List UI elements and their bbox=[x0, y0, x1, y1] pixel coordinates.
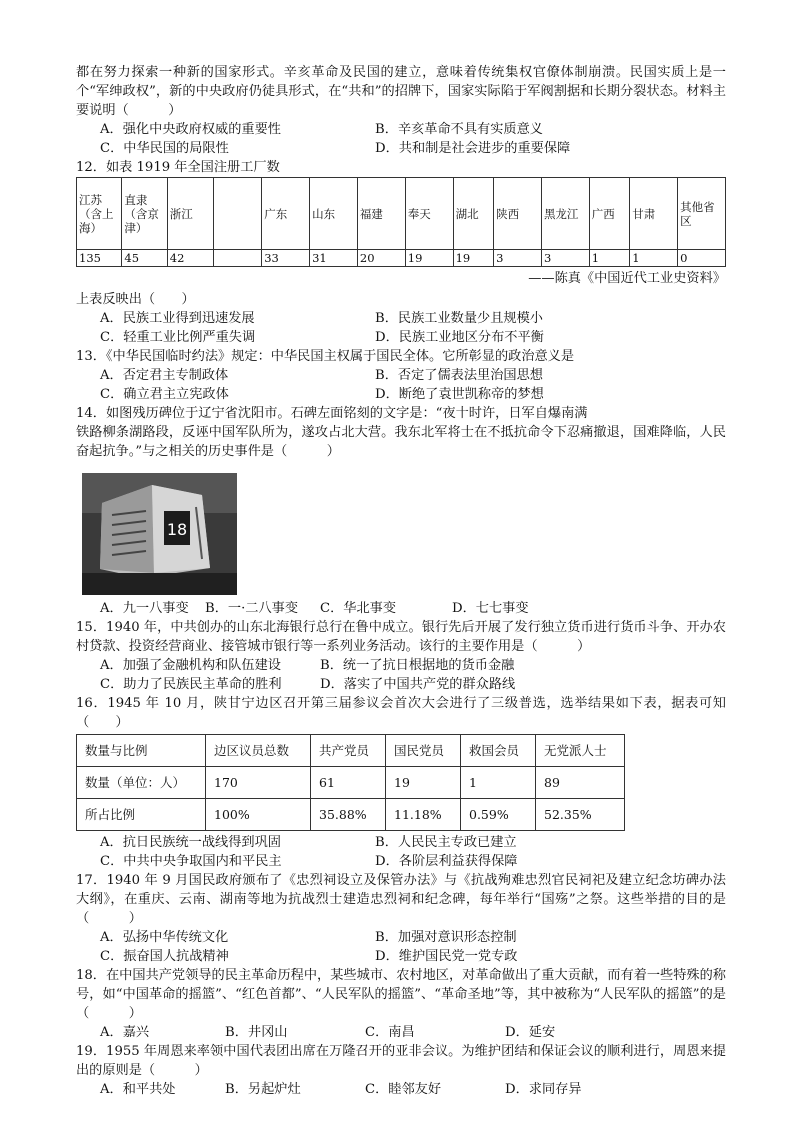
q12-header-cell: 甘肃 bbox=[630, 178, 678, 250]
q15-option-c[interactable]: C．助力了民族民主革命的胜利 bbox=[100, 677, 282, 692]
q19-option-d[interactable]: D．求同存异 bbox=[505, 1082, 582, 1097]
q15-options bbox=[100, 656, 726, 694]
q12-header-cell: 陕西 bbox=[494, 178, 542, 250]
q12-value-cell: 135 bbox=[77, 250, 122, 267]
q12-value-cell: 3 bbox=[494, 250, 542, 267]
q12-value-cell: 42 bbox=[167, 250, 214, 267]
q12-options bbox=[100, 309, 726, 347]
q14-option-b[interactable]: B．一·二八事变 bbox=[205, 601, 299, 616]
q14-stem-line1: 14．如图残历碑位于辽宁省沈阳市。石碑左面铭刻的文字是：“夜十时许，日军自爆南满 bbox=[76, 406, 588, 421]
q12-option-b[interactable]: B．民族工业数量少且规模小 bbox=[375, 311, 543, 326]
q12-value-cell: 3 bbox=[541, 250, 589, 267]
q14-option-d[interactable]: D．七七事变 bbox=[452, 601, 529, 616]
q12-header-cell: 奉天 bbox=[405, 178, 453, 250]
q12-option-c[interactable]: C．轻重工业比例严重失调 bbox=[100, 330, 256, 345]
q16-row-ratio bbox=[77, 799, 625, 831]
q16-cell: 1 bbox=[461, 767, 536, 799]
q12-value-cell: 1 bbox=[630, 250, 678, 267]
q12-header-cell bbox=[214, 178, 262, 250]
q16-header-row bbox=[77, 735, 625, 767]
q12-value-cell: 19 bbox=[453, 250, 493, 267]
q16-cell: 170 bbox=[206, 767, 311, 799]
q11-text: 都在努力探索一种新的国家形式。辛亥革命及民国的建立，意味着传统集权官僚体制崩溃。民国实质上是一个“军绅政权”，新的中央政府仍徒具形式，在“共和”的招牌下，国家实际陷于军阀割据和长期分裂状态。材料主要说明（ ） bbox=[76, 65, 726, 118]
q16-cell: 89 bbox=[536, 767, 625, 799]
q16-cell: 100% bbox=[206, 799, 311, 831]
q14-options bbox=[100, 599, 726, 618]
q11-options bbox=[100, 120, 726, 158]
q12-option-d[interactable]: D．民族工业地区分布不平衡 bbox=[375, 330, 544, 345]
q16-cell: 61 bbox=[311, 767, 386, 799]
q12-header-cell: 湖北 bbox=[453, 178, 493, 250]
q16-row-count bbox=[77, 767, 625, 799]
q16-cell: 19 bbox=[386, 767, 461, 799]
q14-option-c[interactable]: C．华北事变 bbox=[320, 601, 397, 616]
q16-cell: 0.59% bbox=[461, 799, 536, 831]
q11-option-b[interactable]: B．辛亥革命不具有实质意义 bbox=[375, 122, 543, 137]
q16-cell: 数量（单位：人） bbox=[77, 767, 206, 799]
q17-option-c[interactable]: C．振奋国人抗战精神 bbox=[100, 949, 229, 964]
q17-option-d[interactable]: D．维护国民党一党专政 bbox=[375, 949, 518, 964]
q12-value-cell: 0 bbox=[678, 250, 726, 267]
q19-option-b[interactable]: B．另起炉灶 bbox=[225, 1082, 301, 1097]
q12-source: ——陈真《中国近代工业史资料》 bbox=[528, 271, 726, 286]
q12-value-cell: 45 bbox=[122, 250, 167, 267]
q11-option-a[interactable]: A．强化中央政府权威的重要性 bbox=[100, 122, 281, 137]
q18-options bbox=[100, 1023, 726, 1042]
q13-options bbox=[100, 366, 726, 404]
q12-header-cell: 其他省区 bbox=[678, 178, 726, 250]
q18-option-c[interactable]: C．南昌 bbox=[365, 1025, 415, 1040]
calendar-date-label: 18 bbox=[166, 520, 188, 539]
q16-header-cell: 国民党员 bbox=[386, 735, 461, 767]
q12-header-row bbox=[77, 178, 726, 250]
q16-header-cell: 救国会员 bbox=[461, 735, 536, 767]
q12-header-cell: 黑龙江 bbox=[541, 178, 589, 250]
q14-stem-rest: 铁路柳条湖路段，反诬中国军队所为，遂攻占北大营。我东北军将士在不抵抗命令下忍痛撤退，国难降临，人民奋起抗争。”与之相关的历史事件是（ ） bbox=[76, 425, 726, 459]
q12-header-cell: 浙江 bbox=[167, 178, 214, 250]
q12-header-cell: 直隶（含京津） bbox=[122, 178, 167, 250]
q19-option-c[interactable]: C．睦邻友好 bbox=[365, 1082, 442, 1097]
q17-stem: 17．1940 年 9 月国民政府颁布了《忠烈祠设立及保管办法》与《抗战殉难忠烈官民祠祀及建立纪念坊碑办法大纲》，在重庆、云南、湖南等地为抗战烈士建造忠烈祠和纪念碑，每年举行“国殇”之祭。这些举措的目的是（ ） bbox=[76, 873, 726, 926]
q16-option-c[interactable]: C．中共中央争取国内和平民主 bbox=[100, 854, 282, 869]
q12-value-cell: 19 bbox=[405, 250, 453, 267]
q13-option-c[interactable]: C．确立君主立宪政体 bbox=[100, 387, 229, 402]
q12-header-cell: 广西 bbox=[589, 178, 629, 250]
q17-option-a[interactable]: A．弘扬中华传统文化 bbox=[100, 930, 229, 945]
q16-stem: 16．1945 年 10 月，陕甘宁边区召开第三届参议会首次大会进行了三级普选，选举结果如下表，据表可知（ ） bbox=[76, 696, 726, 730]
q16-election-table bbox=[76, 734, 625, 831]
q16-option-b[interactable]: B．人民民主专政已建立 bbox=[375, 835, 517, 850]
q13-option-b[interactable]: B．否定了儒表法里治国思想 bbox=[375, 368, 543, 383]
q12-value-cell bbox=[214, 250, 262, 267]
q16-option-d[interactable]: D．各阶层利益获得保障 bbox=[375, 854, 518, 869]
exam-page bbox=[76, 63, 726, 1099]
calendar-monument-photo bbox=[82, 473, 237, 595]
q13-stem: 13．《中华民国临时约法》规定：中华民国主权属于国民全体。它所彰显的政治意义是 bbox=[76, 349, 575, 364]
q15-stem: 15．1940 年，中共创办的山东北海银行总行在鲁中成立。银行先后开展了发行独立货币进行货币斗争、开办农村贷款、投资经营商业、接管城市银行等一系列业务活动。该行的主要作用是（ ） bbox=[76, 620, 726, 654]
q17-options bbox=[100, 928, 726, 966]
calendar-monument-illustration bbox=[82, 473, 237, 595]
q11-option-c[interactable]: C．中华民国的局限性 bbox=[100, 141, 229, 156]
q16-cell: 11.18% bbox=[386, 799, 461, 831]
q12-option-a[interactable]: A．民族工业得到迅速发展 bbox=[100, 311, 255, 326]
q15-option-b[interactable]: B．统一了抗日根据地的货币金融 bbox=[320, 658, 515, 673]
q12-value-cell: 1 bbox=[589, 250, 629, 267]
q12-question: 上表反映出（ ） bbox=[76, 292, 195, 307]
q16-cell: 35.88% bbox=[311, 799, 386, 831]
q19-stem: 19．1955 年周恩来率领中国代表团出席在万隆召开的亚非会议。为维护团结和保证会议的顺利进行，周恩来提出的原则是（ ） bbox=[76, 1044, 726, 1078]
q16-cell: 52.35% bbox=[536, 799, 625, 831]
q12-value-cell: 33 bbox=[262, 250, 310, 267]
q12-value-row bbox=[77, 250, 726, 267]
q16-options bbox=[100, 833, 726, 871]
q13-option-d[interactable]: D．断绝了袁世凯称帝的梦想 bbox=[375, 387, 544, 402]
q16-header-cell: 无党派人士 bbox=[536, 735, 625, 767]
q12-value-cell: 31 bbox=[310, 250, 358, 267]
q12-header-cell: 福建 bbox=[357, 178, 405, 250]
q16-header-cell: 数量与比例 bbox=[77, 735, 206, 767]
q16-cell: 所占比例 bbox=[77, 799, 206, 831]
q18-option-a[interactable]: A．嘉兴 bbox=[100, 1025, 150, 1040]
q14-option-a[interactable]: A．九一八事变 bbox=[100, 601, 189, 616]
q18-option-d[interactable]: D．延安 bbox=[505, 1025, 556, 1040]
q11-option-d[interactable]: D．共和制是社会进步的重要保障 bbox=[375, 141, 571, 156]
q19-option-a[interactable]: A．和平共处 bbox=[100, 1082, 176, 1097]
q12-stem: 12．如表 1919 年全国注册工厂数 bbox=[76, 160, 280, 175]
q12-header-cell: 山东 bbox=[310, 178, 358, 250]
q19-options bbox=[100, 1080, 726, 1099]
q15-option-d[interactable]: D．落实了中国共产党的群众路线 bbox=[320, 677, 516, 692]
q18-stem: 18．在中国共产党领导的民主革命历程中，某些城市、农村地区，对革命做出了重大贡献，而有着一些特殊的称号，如“中国革命的摇篮”、“红色首都”、“人民军队的摇篮”、“革命圣地”等，其中被称为“人民军队的摇篮”的是（ ） bbox=[76, 968, 726, 1021]
q16-header-cell: 共产党员 bbox=[311, 735, 386, 767]
q13-option-a[interactable]: A．否定君主专制政体 bbox=[100, 368, 229, 383]
q16-header-cell: 边区议员总数 bbox=[206, 735, 311, 767]
q15-option-a[interactable]: A．加强了金融机构和队伍建设 bbox=[100, 658, 281, 673]
q18-option-b[interactable]: B．井冈山 bbox=[225, 1025, 288, 1040]
q12-value-cell: 20 bbox=[357, 250, 405, 267]
q12-header-cell: 江苏（含上海） bbox=[77, 178, 122, 250]
q16-option-a[interactable]: A．抗日民族统一战线得到巩固 bbox=[100, 835, 281, 850]
q12-header-cell: 广东 bbox=[262, 178, 310, 250]
q12-factory-table bbox=[76, 177, 726, 267]
q17-option-b[interactable]: B．加强对意识形态控制 bbox=[375, 930, 517, 945]
